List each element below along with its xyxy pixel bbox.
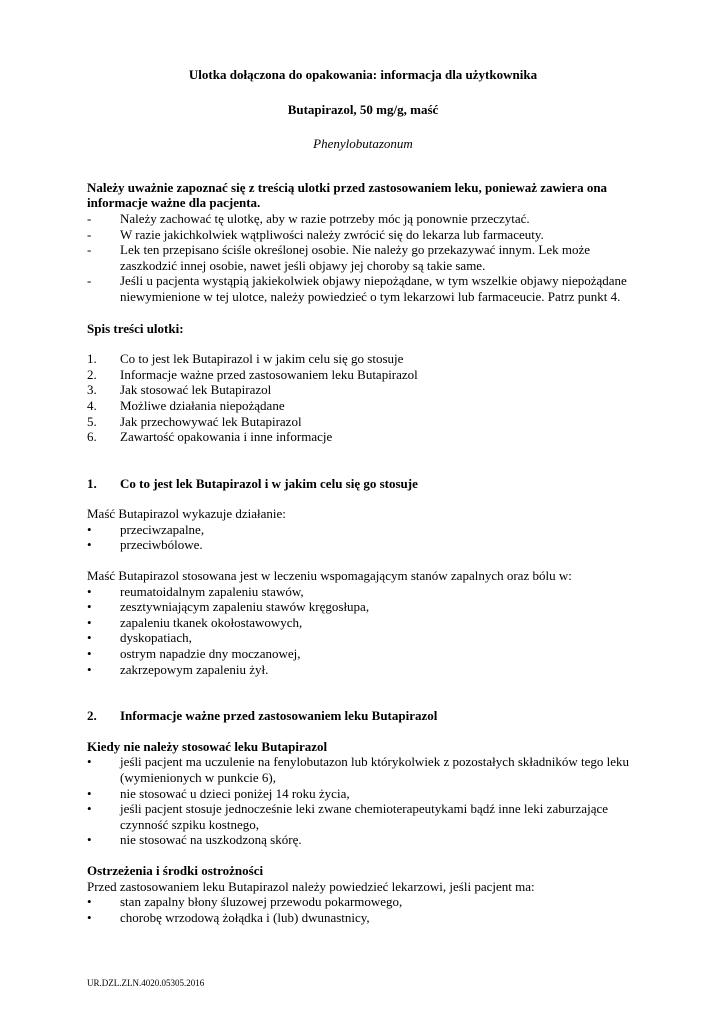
active-substance: Phenylobutazonum (313, 136, 413, 152)
toc-item: 2. Informacje ważne przed zastosowaniem leku Butapirazol (87, 366, 418, 382)
list-item: • dyskopatiach, (87, 630, 192, 646)
list-item: • reumatoidalnym zapaleniu stawów, (87, 583, 304, 599)
contraindications-list (87, 754, 639, 848)
list-item: • przeciwzapalne, (87, 521, 205, 537)
read-leaflet-warning: Należy uważnie zapoznać się z treścią ulotki przed zastosowaniem leku, ponieważ zawiera ona informacje ważne dla pacjenta. (87, 179, 608, 211)
list-item: - W razie jakichkolwiek wątpliwości należy zwrócić się do lekarza lub farmaceuty. (87, 226, 544, 242)
toc-item: 6. Zawartość opakowania i inne informacje (87, 429, 333, 445)
leaflet-page (87, 67, 639, 925)
use-list (87, 584, 639, 678)
list-item: • zesztywniającym zapaleniu stawów kręgosłupa, (87, 599, 370, 615)
toc-heading: Spis treści ulotki: (87, 320, 184, 336)
toc-item: 5. Jak przechowywać lek Butapirazol (87, 413, 302, 429)
list-item: • ostrym napadzie dny moczanowej, (87, 646, 301, 662)
toc-item: 1. Co to jest lek Butapirazol i w jakim celu się go stosuje (87, 351, 404, 367)
warnings-list (87, 894, 639, 925)
list-item: • stan zapalny błony śluzowej przewodu pokarmowego, (87, 894, 403, 910)
action-list (87, 522, 639, 553)
section-1-heading: 1. Co to jest lek Butapirazol i w jakim celu się go stosuje (87, 475, 418, 491)
list-item: • przeciwbólowe. (87, 537, 203, 553)
document-code: UR.DZL.ZLN.4020.05305.2016 (87, 978, 205, 988)
warnings-intro: Przed zastosowaniem leku Butapirazol należy powiedzieć lekarzowi, jeśli pacjent ma: (87, 878, 535, 894)
list-item: • zakrzepowym zapaleniu żył. (87, 661, 269, 677)
list-item: • nie stosować u dzieci poniżej 14 roku życia, (87, 785, 350, 801)
list-item: • nie stosować na uszkodzoną skórę. (87, 832, 302, 848)
list-item: • jeśli pacjent stosuje jednocześnie leki zwane chemioterapeutykami bądź inne leki zaburzające czynność szpiku kostnego, (87, 801, 609, 832)
list-item: - Należy zachować tę ulotkę, aby w razie potrzeby móc ją ponownie przeczytać. (87, 210, 530, 226)
action-intro: Maść Butapirazol wykazuje działanie: (87, 506, 286, 522)
toc-item: 3. Jak stosować lek Butapirazol (87, 382, 272, 398)
toc-list (87, 351, 639, 445)
toc-item: 4. Możliwe działania niepożądane (87, 397, 285, 413)
leaflet-title: Ulotka dołączona do opakowania: informacja dla użytkownika (188, 67, 538, 82)
list-item: • chorobę wrzodową żołądka i (lub) dwunastnicy, (87, 909, 370, 925)
use-intro: Maść Butapirazol stosowana jest w leczeniu wspomagającym stanów zapalnych oraz bólu w: (87, 568, 572, 584)
list-item: - Jeśli u pacjenta wystąpią jakiekolwiek objawy niepożądane, w tym wszelkie objawy niepożądane niewymienione w tej ulotce, należy powiedzieć o tym lekarzowi lub farmaceucie. Patrz punkt 4. (87, 273, 627, 304)
section-2-heading: 2. Informacje ważne przed zastosowaniem leku Butapirazol (87, 708, 438, 724)
intro-list (87, 211, 639, 305)
list-item: • jeśli pacjent ma uczulenie na fenylobutazon lub którykolwiek z pozostałych składników tego leku (wymienionych w punkcie 6), (87, 754, 630, 785)
contraindications-heading: Kiedy nie należy stosować leku Butapirazol (87, 738, 328, 754)
list-item: • zapaleniu tkanek okołostawowych, (87, 614, 303, 630)
list-item: - Lek ten przepisano ściśle określonej osobie. Nie należy go przekazywać innym. Lek może zaszkodzić innej osobie, nawet jeśli objawy jej choroby są takie same. (87, 242, 590, 273)
product-name: Butapirazol, 50 mg/g, maść (287, 101, 439, 117)
warnings-heading: Ostrzeżenia i środki ostrożności (87, 862, 264, 878)
